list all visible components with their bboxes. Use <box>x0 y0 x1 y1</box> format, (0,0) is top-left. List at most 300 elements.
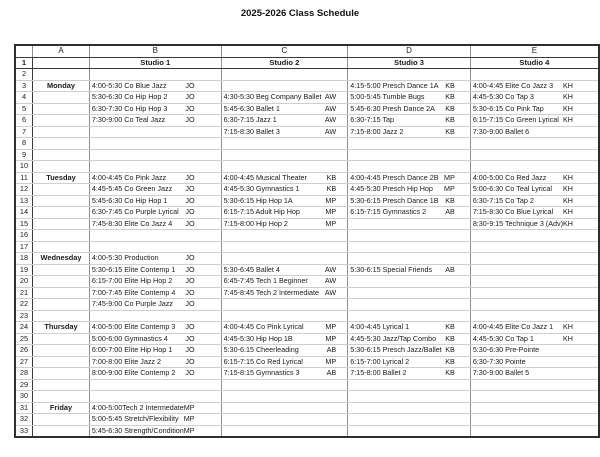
class-time-name: 4:00-5:00 Elite Contemp 3 <box>91 322 176 331</box>
class-cell <box>89 322 221 334</box>
class-time-name: 4:00-5:00 Co Red Jazz <box>472 172 547 182</box>
teacher-code: KH <box>563 103 573 113</box>
sheet-row <box>15 345 599 357</box>
sheet-row <box>15 195 599 207</box>
empty-cell <box>221 161 348 173</box>
class-cell <box>470 356 599 368</box>
class-time-name: 5:30-6:45 Ballet 4 <box>223 264 280 274</box>
empty-cell <box>348 149 471 161</box>
class-time-name: 8:30-9:15 Technique 3 (Adv) <box>472 218 563 228</box>
class-time-name: 4:45-5:30 Co Tap 1 <box>472 333 534 343</box>
teacher-code: JO <box>185 115 195 124</box>
class-time-name: 5:30-6:30 Pre-Pointe <box>472 345 540 354</box>
sheet-row <box>15 207 599 219</box>
class-time-name: 6:45-7:45 Tech 1 Beginner <box>223 276 308 285</box>
empty-cell <box>221 402 348 414</box>
class-time-name: 6:30-7:15 Tap <box>350 115 395 124</box>
teacher-code: MP <box>325 218 337 228</box>
teacher-code: KH <box>563 322 573 331</box>
empty-cell <box>221 80 348 92</box>
blank-cell <box>33 57 90 69</box>
studio-2-header: Studio 2 <box>221 57 348 69</box>
column-header-a: A <box>33 45 90 57</box>
class-cell <box>470 207 599 219</box>
corner-cell <box>15 45 33 57</box>
empty-cell <box>89 161 221 173</box>
teacher-code: JO <box>185 253 195 262</box>
class-time-name: 4:45-5:30 Hip Hop 1B <box>223 333 293 343</box>
empty-cell <box>348 69 471 81</box>
class-time-name: 4:00-5:30 Production <box>91 253 159 262</box>
row-number: 22 <box>15 299 33 311</box>
class-cell <box>89 299 221 311</box>
teacher-code: KB <box>326 184 337 193</box>
row-number: 1 <box>15 57 33 69</box>
class-cell <box>89 80 221 92</box>
day-cell <box>33 207 90 219</box>
teacher-code: JO <box>185 368 195 377</box>
class-time-name: 6:15-7:00 Elite Hip Hop 2 <box>91 276 173 285</box>
teacher-code: JO <box>185 345 195 354</box>
day-cell <box>33 115 90 127</box>
empty-cell <box>348 253 471 265</box>
empty-cell <box>348 230 471 242</box>
row-number: 27 <box>15 356 33 368</box>
row-number: 10 <box>15 161 33 173</box>
empty-cell <box>470 149 599 161</box>
class-time-name: 6:00-7:00 Elite Hip Hop 1 <box>91 345 173 354</box>
teacher-code: JO <box>185 103 195 113</box>
class-time-name: 7:15-8:00 Hip Hop 2 <box>223 218 288 228</box>
column-header-d: D <box>348 45 471 57</box>
class-cell <box>470 126 599 138</box>
class-cell <box>221 92 348 104</box>
class-time-name: 4:00-4:45 Presch Dance 2B <box>350 172 439 182</box>
empty-cell <box>470 161 599 173</box>
sheet-row <box>15 333 599 345</box>
class-cell <box>89 333 221 345</box>
class-time-name: 4:15-5:00 Presch Dance 1A <box>350 80 439 90</box>
class-time-name: 4:45-5:30 Gymnastics 1 <box>223 184 300 193</box>
class-time-name: 7:30-9:00 Co Teal Jazz <box>91 115 166 124</box>
teacher-code: MP <box>325 322 337 331</box>
empty-cell <box>470 138 599 150</box>
sheet-row <box>15 356 599 368</box>
teacher-code: KH <box>563 92 573 101</box>
teacher-code: JO <box>185 299 195 308</box>
empty-cell <box>89 391 221 403</box>
class-cell <box>348 92 471 104</box>
empty-cell <box>348 402 471 414</box>
class-time-name: 5:30-6:15 Special Friends <box>350 264 433 274</box>
teacher-code: AW <box>324 126 337 136</box>
class-time-name: 7:15-8:00 Ballet 2 <box>350 368 407 377</box>
teacher-code: AW <box>324 103 337 113</box>
row-number: 2 <box>15 69 33 81</box>
sheet-row <box>15 264 599 276</box>
day-cell <box>33 310 90 322</box>
empty-cell <box>470 69 599 81</box>
class-cell <box>221 115 348 127</box>
class-cell <box>348 172 471 184</box>
teacher-code: JO <box>185 322 195 331</box>
column-header-b: B <box>89 45 221 57</box>
row-number: 21 <box>15 287 33 299</box>
empty-cell <box>348 218 471 230</box>
row-number: 13 <box>15 195 33 207</box>
day-cell <box>33 333 90 345</box>
empty-cell <box>221 149 348 161</box>
class-time-name: 7:00-7:45 Elite Contemp 4 <box>91 287 176 297</box>
column-header-row <box>15 45 599 57</box>
day-cell <box>33 391 90 403</box>
class-cell <box>470 218 599 230</box>
empty-cell <box>470 287 599 299</box>
class-time-name: 5:30-6:30 Co Hip Hop 2 <box>91 92 168 101</box>
class-cell <box>89 184 221 196</box>
class-cell <box>89 287 221 299</box>
empty-cell <box>221 310 348 322</box>
class-cell <box>89 368 221 380</box>
empty-cell <box>221 391 348 403</box>
class-time-name: 5:45-6:30 Co Hip Hop 1 <box>91 195 168 205</box>
empty-cell <box>89 241 221 253</box>
sheet-row <box>15 103 599 115</box>
row-number: 15 <box>15 218 33 230</box>
empty-cell <box>470 299 599 311</box>
teacher-code: JO <box>185 287 195 297</box>
class-cell <box>221 368 348 380</box>
class-time-name: 6:30-7:45 Co Purple Lyrical <box>91 207 179 216</box>
class-time-name: 7:15-8:30 Ballet 3 <box>223 126 280 136</box>
row-number: 19 <box>15 264 33 276</box>
empty-cell <box>348 425 471 437</box>
teacher-code: JO <box>185 218 195 228</box>
empty-cell <box>89 310 221 322</box>
class-time-name: 5:45-6:30 Ballet 1 <box>223 103 280 113</box>
row-number: 12 <box>15 184 33 196</box>
studio-1-header: Studio 1 <box>89 57 221 69</box>
class-cell <box>470 92 599 104</box>
teacher-code: KB <box>445 195 455 205</box>
empty-cell <box>470 241 599 253</box>
class-cell <box>221 345 348 357</box>
sheet-row <box>15 299 599 311</box>
class-time-name: 5:00-6:30 Co Teal Lyrical <box>472 184 552 193</box>
class-cell <box>221 195 348 207</box>
empty-cell <box>470 391 599 403</box>
empty-cell <box>221 138 348 150</box>
row-number: 33 <box>15 425 33 437</box>
class-time-name: 5:00-5:45 Tumble Bugs <box>350 92 425 101</box>
class-cell <box>348 368 471 380</box>
class-cell <box>221 172 348 184</box>
empty-cell <box>470 264 599 276</box>
class-time-name: 4:30-5:30 Beg Company Ballet <box>223 92 322 101</box>
day-cell <box>33 149 90 161</box>
class-cell <box>89 414 221 426</box>
class-cell <box>348 322 471 334</box>
class-cell <box>470 345 599 357</box>
row-number: 23 <box>15 310 33 322</box>
class-cell <box>221 322 348 334</box>
class-cell <box>89 276 221 288</box>
sheet-row <box>15 80 599 92</box>
sheet-row <box>15 368 599 380</box>
empty-cell <box>221 379 348 391</box>
class-cell <box>470 115 599 127</box>
sheet-row <box>15 414 599 426</box>
empty-cell <box>221 425 348 437</box>
teacher-code: JO <box>185 195 195 205</box>
class-time-name: 7:30-9:00 Ballet 5 <box>472 368 530 377</box>
day-cell <box>33 356 90 368</box>
teacher-code: KB <box>445 115 455 124</box>
empty-cell <box>221 230 348 242</box>
teacher-code: KH <box>563 207 573 216</box>
sheet-row <box>15 253 599 265</box>
empty-cell <box>221 69 348 81</box>
class-time-name: 4:45-5:30 Presch Hip Hop <box>350 184 433 193</box>
class-cell <box>348 115 471 127</box>
row-number: 11 <box>15 172 33 184</box>
row-number: 3 <box>15 80 33 92</box>
page-title: 2025-2026 Class Schedule <box>240 8 360 19</box>
class-time-name: 7:45-8:45 Tech 2 Intermediate <box>223 287 319 297</box>
row-number: 32 <box>15 414 33 426</box>
teacher-code: JO <box>185 356 195 366</box>
class-time-name: 7:45-9:00 Co Purple Jazz <box>91 299 173 308</box>
empty-cell <box>348 287 471 299</box>
sheet-row <box>15 92 599 104</box>
teacher-code: JO <box>185 92 195 101</box>
sheet-row <box>15 425 599 437</box>
teacher-code: AW <box>324 276 337 285</box>
row-number: 6 <box>15 115 33 127</box>
teacher-code: MP <box>444 172 455 182</box>
class-cell <box>221 218 348 230</box>
class-cell <box>89 356 221 368</box>
sheet-row <box>15 379 599 391</box>
column-header-e: E <box>470 45 599 57</box>
class-time-name: 5:45-6:30 Strength/Condition <box>91 425 184 435</box>
class-cell <box>221 126 348 138</box>
day-cell <box>33 276 90 288</box>
class-cell <box>221 333 348 345</box>
teacher-code: AW <box>324 264 337 274</box>
row-number: 25 <box>15 333 33 345</box>
class-cell <box>221 184 348 196</box>
teacher-code: KH <box>563 218 573 228</box>
teacher-code: JO <box>185 80 195 90</box>
class-cell <box>348 345 471 357</box>
teacher-code: MP <box>325 207 337 216</box>
studio-4-header: Studio 4 <box>470 57 599 69</box>
empty-cell <box>89 230 221 242</box>
teacher-code: MP <box>325 195 337 205</box>
class-time-name: 5:45-6:30 Presh Dance 2A <box>350 103 435 113</box>
teacher-code: AW <box>324 115 337 124</box>
class-cell <box>348 126 471 138</box>
teacher-code: JO <box>185 207 195 216</box>
teacher-code: MP <box>325 333 337 343</box>
teacher-code: MP <box>183 414 195 423</box>
class-time-name: 6:15-7:15 Gymnastics 2 <box>350 207 427 216</box>
teacher-code: MP <box>183 425 195 435</box>
class-time-name: 4:00-5:30 Co Blue Jazz <box>91 80 167 90</box>
day-cell <box>33 345 90 357</box>
day-cell <box>33 138 90 150</box>
class-cell <box>221 264 348 276</box>
class-time-name: 6:30-7:15 Co Tap 2 <box>472 195 534 205</box>
empty-cell <box>348 161 471 173</box>
sheet-row <box>15 402 599 414</box>
row-number: 17 <box>15 241 33 253</box>
empty-cell <box>348 414 471 426</box>
teacher-code: KB <box>445 126 455 136</box>
class-time-name: 4:45-5:45 Co Green Jazz <box>91 184 173 193</box>
teacher-code: KB <box>445 322 455 331</box>
class-time-name: 5:00-6:00 Gymnastics 4 <box>91 333 168 343</box>
teacher-code: KB <box>445 80 455 90</box>
class-cell <box>89 218 221 230</box>
teacher-code: AB <box>445 264 455 274</box>
class-cell <box>89 207 221 219</box>
sheet-row <box>15 161 599 173</box>
class-time-name: 4:00-4:45 Elite Co Jazz 3 <box>472 80 554 90</box>
class-cell <box>221 207 348 219</box>
sheet-row <box>15 230 599 242</box>
empty-cell <box>470 276 599 288</box>
row-number: 5 <box>15 103 33 115</box>
row-number: 16 <box>15 230 33 242</box>
class-cell <box>89 402 221 414</box>
class-time-name: 4:00-4:45 Co Pink Jazz <box>91 172 167 182</box>
class-cell <box>89 345 221 357</box>
class-cell <box>348 184 471 196</box>
class-time-name: 5:30-6:15 Cheerleading <box>223 345 299 354</box>
teacher-code: JO <box>185 264 195 274</box>
class-time-name: 7:15-8:30 Co Blue Lyrical <box>472 207 554 216</box>
class-time-name: 6:30-7:30 Pointe <box>472 356 526 366</box>
class-cell <box>348 356 471 368</box>
class-time-name: 4:00-4:45 Lyrical 1 <box>350 322 410 331</box>
teacher-code: JO <box>185 276 195 285</box>
teacher-code: MP <box>325 356 337 366</box>
day-cell <box>33 414 90 426</box>
class-time-name: 6:15-7:15 Co Green Lyrical <box>472 115 559 124</box>
sheet-row <box>15 241 599 253</box>
class-time-name: 6:30-7:30 Co Hip Hop 3 <box>91 103 168 113</box>
sheet-row <box>15 310 599 322</box>
class-time-name: 6:15-7:00 Lyrical 2 <box>350 356 410 366</box>
teacher-code: KB <box>445 92 455 101</box>
teacher-code: KH <box>563 184 573 193</box>
teacher-code: KB <box>445 368 455 377</box>
row-number: 29 <box>15 379 33 391</box>
sheet-row <box>15 287 599 299</box>
day-cell <box>33 92 90 104</box>
teacher-code: JO <box>185 184 195 193</box>
class-time-name: 7:00-8:00 Elite Jazz 2 <box>91 356 162 366</box>
class-cell <box>89 115 221 127</box>
row-number: 24 <box>15 322 33 334</box>
day-cell: Friday <box>33 402 90 414</box>
day-cell <box>33 195 90 207</box>
class-time-name: 5:30-6:15 Presch Dance 1B <box>350 195 439 205</box>
row-number: 18 <box>15 253 33 265</box>
day-cell <box>33 299 90 311</box>
class-cell <box>470 80 599 92</box>
class-time-name: 5:30-6:15 Co Pink Tap <box>472 103 544 113</box>
sheet-row <box>15 69 599 81</box>
class-cell <box>89 195 221 207</box>
class-time-name: 6:15-7:15 Co Red Lyrical <box>223 356 303 366</box>
empty-cell <box>470 253 599 265</box>
day-cell: Monday <box>33 80 90 92</box>
empty-cell <box>348 310 471 322</box>
class-cell <box>89 253 221 265</box>
day-cell <box>33 161 90 173</box>
class-time-name: 6:15-7:15 Adult Hip Hop <box>223 207 300 216</box>
empty-cell <box>470 310 599 322</box>
empty-cell <box>470 230 599 242</box>
class-cell <box>470 322 599 334</box>
row-number: 28 <box>15 368 33 380</box>
class-cell <box>348 264 471 276</box>
teacher-code: KB <box>445 333 455 343</box>
class-cell <box>470 333 599 345</box>
sheet-row <box>15 172 599 184</box>
sheet-row <box>15 138 599 150</box>
empty-cell <box>348 241 471 253</box>
empty-cell <box>89 149 221 161</box>
empty-cell <box>221 299 348 311</box>
empty-cell <box>348 276 471 288</box>
teacher-code: KH <box>563 115 573 124</box>
empty-cell <box>348 138 471 150</box>
row-number: 7 <box>15 126 33 138</box>
sheet-row <box>15 218 599 230</box>
row-number: 20 <box>15 276 33 288</box>
teacher-code: JO <box>185 333 195 343</box>
sheet-row <box>15 184 599 196</box>
row-number: 14 <box>15 207 33 219</box>
teacher-code: KH <box>563 172 573 182</box>
class-time-name: 4:45-5:30 Co Tap 3 <box>472 92 534 101</box>
teacher-code: MP <box>183 402 195 412</box>
studio-header-row <box>15 57 599 69</box>
teacher-code: AW <box>324 287 337 297</box>
schedule-table <box>14 44 600 438</box>
row-number: 31 <box>15 402 33 414</box>
class-cell <box>221 103 348 115</box>
class-time-name: 7:45-8:30 Elite Co Jazz 4 <box>91 218 173 228</box>
day-cell <box>33 287 90 299</box>
class-cell <box>348 207 471 219</box>
class-cell <box>89 92 221 104</box>
day-cell <box>33 126 90 138</box>
empty-cell <box>470 379 599 391</box>
column-header-c: C <box>221 45 348 57</box>
empty-cell <box>89 138 221 150</box>
class-cell <box>470 368 599 380</box>
class-cell <box>89 425 221 437</box>
empty-cell <box>221 253 348 265</box>
class-time-name: 7:30-9:00 Ballet 6 <box>472 126 530 136</box>
class-time-name: 8:00-9:00 Elite Contemp 2 <box>91 368 176 377</box>
day-cell <box>33 103 90 115</box>
